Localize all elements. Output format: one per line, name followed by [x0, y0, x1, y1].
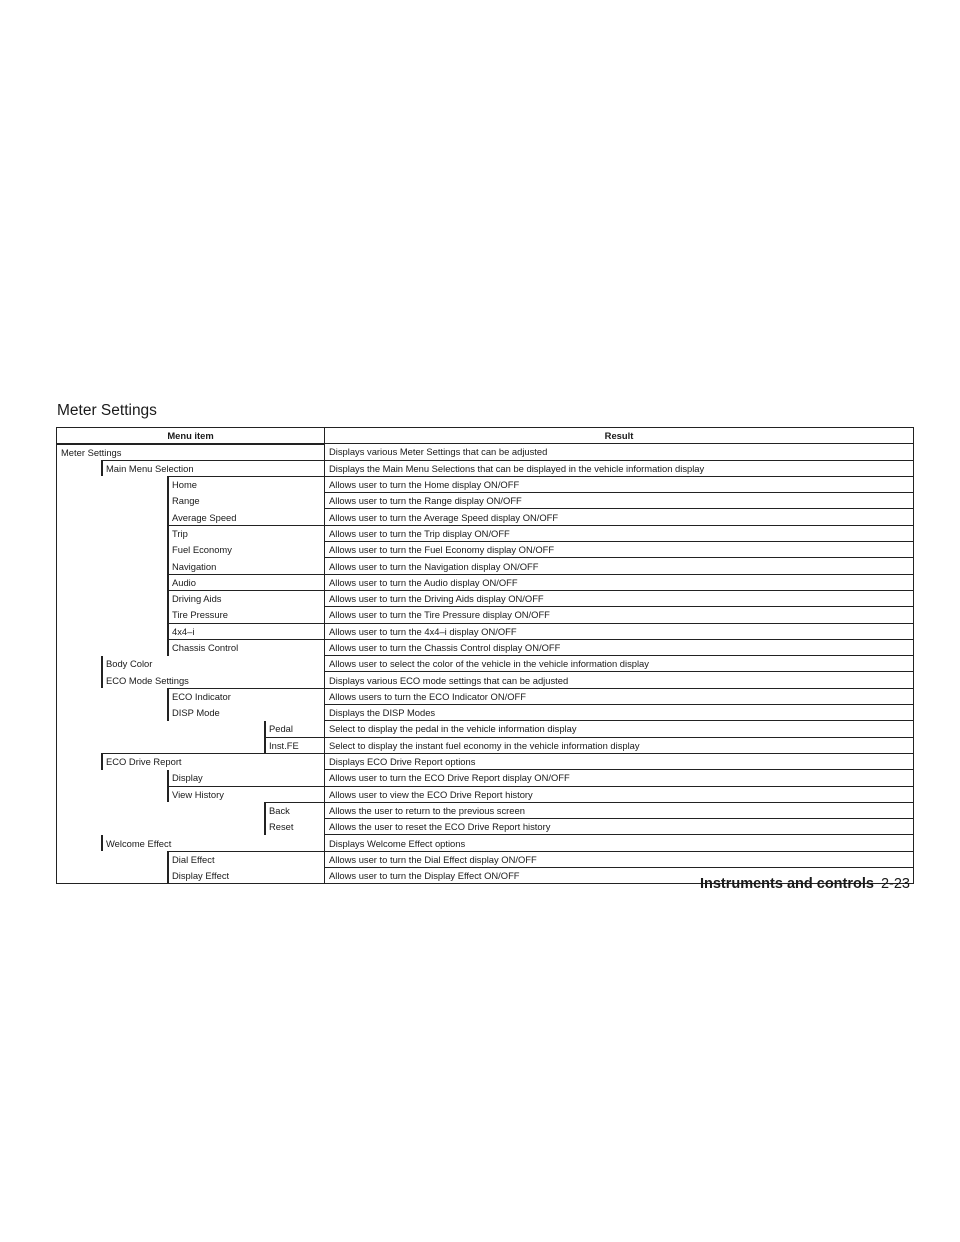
result-cell: Allows user to turn the Average Speed display ON/OFF — [325, 509, 914, 525]
indent-rule — [101, 672, 103, 688]
table-row — [57, 444, 914, 460]
indent-rule — [167, 574, 169, 590]
menu-item-cell — [57, 802, 325, 818]
menu-item-label: Tire Pressure — [172, 609, 228, 621]
row-rule — [265, 819, 324, 820]
table-row — [57, 509, 914, 525]
table-row — [57, 623, 914, 639]
menu-item-cell — [57, 460, 325, 476]
menu-item-label: Display Effect — [172, 870, 230, 882]
section-title: Meter Settings — [57, 402, 157, 419]
result-cell: Allows user to select the color of the vehicle in the vehicle information display — [325, 656, 914, 672]
result-cell: Allows users to turn the ECO Indicator ON/OFF — [325, 688, 914, 704]
indent-rule — [167, 639, 169, 655]
header-result: Result — [325, 428, 914, 444]
table-row — [57, 590, 914, 606]
menu-item-label: View History — [172, 788, 224, 800]
menu-item-label: Driving Aids — [172, 593, 222, 605]
menu-item-label: Display — [172, 772, 203, 784]
menu-item-cell — [57, 444, 325, 460]
row-rule — [168, 623, 324, 624]
row-rule — [168, 851, 324, 852]
indent-rule — [167, 525, 169, 541]
table-row — [57, 460, 914, 476]
menu-item-cell — [57, 493, 325, 509]
result-cell: Allows user to turn the Driving Aids display ON/OFF — [325, 590, 914, 606]
menu-item-cell — [57, 753, 325, 769]
row-rule — [57, 444, 324, 445]
result-cell: Allows user to turn the Navigation display ON/OFF — [325, 558, 914, 574]
menu-item-label: Average Speed — [172, 511, 237, 523]
table-row — [57, 786, 914, 802]
result-cell: Displays the Main Menu Selections that can be displayed in the vehicle information display — [325, 460, 914, 476]
result-cell: Allows user to turn the Tire Pressure display ON/OFF — [325, 607, 914, 623]
menu-item-label: Inst.FE — [269, 739, 299, 751]
menu-item-label: Back — [269, 804, 290, 816]
result-cell: Displays various ECO mode settings that can be adjusted — [325, 672, 914, 688]
row-rule — [265, 737, 324, 738]
header-menu-item: Menu item — [57, 428, 325, 444]
result-cell: Allows user to turn the ECO Drive Report display ON/OFF — [325, 770, 914, 786]
row-rule — [265, 802, 324, 803]
table-row — [57, 705, 914, 721]
indent-rule — [167, 476, 169, 492]
menu-item-label: Home — [172, 479, 198, 491]
menu-item-cell — [57, 868, 325, 884]
meter-settings-table — [56, 427, 914, 884]
indent-rule — [167, 558, 169, 574]
table-row — [57, 607, 914, 623]
menu-item-label: Trip — [172, 527, 188, 539]
table-row — [57, 542, 914, 558]
indent-rule — [167, 705, 169, 721]
menu-item-cell — [57, 688, 325, 704]
menu-item-label: Navigation — [172, 560, 217, 572]
menu-item-cell — [57, 558, 325, 574]
result-cell: Allows user to turn the 4x4–i display ON/OFF — [325, 623, 914, 639]
table-row — [57, 802, 914, 818]
menu-item-cell — [57, 590, 325, 606]
indent-rule — [167, 509, 169, 525]
table-row — [57, 656, 914, 672]
menu-item-cell — [57, 607, 325, 623]
page-footer — [700, 876, 910, 892]
menu-item-label: Main Menu Selection — [106, 462, 194, 474]
menu-item-label: Audio — [172, 576, 196, 588]
indent-rule — [101, 753, 103, 769]
result-cell: Allows user to view the ECO Drive Report history — [325, 786, 914, 802]
menu-item-label: ECO Indicator — [172, 690, 231, 702]
menu-item-cell — [57, 737, 325, 753]
menu-item-cell — [57, 705, 325, 721]
result-cell: Allows user to turn the Dial Effect display ON/OFF — [325, 851, 914, 867]
result-cell: Displays various Meter Settings that can be adjusted — [325, 444, 914, 460]
menu-item-label: DISP Mode — [172, 707, 220, 719]
row-rule — [102, 656, 324, 657]
menu-item-cell — [57, 835, 325, 851]
row-rule — [168, 525, 324, 526]
menu-item-label: 4x4–i — [172, 625, 195, 637]
row-rule — [102, 460, 324, 461]
row-rule — [102, 672, 324, 673]
row-rule — [168, 509, 324, 510]
table-row — [57, 721, 914, 737]
table-row — [57, 525, 914, 541]
row-rule — [168, 770, 324, 771]
row-rule — [168, 558, 324, 559]
menu-item-cell — [57, 542, 325, 558]
row-rule — [168, 607, 324, 608]
row-rule — [168, 705, 324, 706]
menu-item-cell — [57, 476, 325, 492]
menu-item-cell — [57, 770, 325, 786]
menu-item-label: Meter Settings — [61, 446, 122, 458]
row-rule — [168, 590, 324, 591]
menu-item-cell — [57, 786, 325, 802]
indent-rule — [101, 460, 103, 476]
indent-rule — [101, 835, 103, 851]
result-cell: Allows user to turn the Chassis Control display ON/OFF — [325, 639, 914, 655]
table-row — [57, 688, 914, 704]
indent-rule — [264, 802, 266, 818]
menu-item-cell — [57, 509, 325, 525]
row-rule — [168, 688, 324, 689]
menu-item-cell — [57, 851, 325, 867]
table-row — [57, 493, 914, 509]
row-rule — [168, 542, 324, 543]
menu-item-label: Dial Effect — [172, 853, 215, 865]
menu-item-label: Fuel Economy — [172, 544, 232, 556]
menu-item-cell — [57, 672, 325, 688]
result-cell: Displays ECO Drive Report options — [325, 753, 914, 769]
menu-item-cell — [57, 525, 325, 541]
result-cell: Allows the user to return to the previous screen — [325, 802, 914, 818]
row-rule — [168, 868, 324, 869]
indent-rule — [167, 770, 169, 786]
indent-rule — [167, 623, 169, 639]
menu-item-cell — [57, 656, 325, 672]
row-rule — [168, 574, 324, 575]
table-row — [57, 851, 914, 867]
table-row — [57, 558, 914, 574]
menu-item-cell — [57, 623, 325, 639]
table-row — [57, 639, 914, 655]
indent-rule — [101, 656, 103, 672]
indent-rule — [167, 542, 169, 558]
result-cell: Allows user to turn the Audio display ON/OFF — [325, 574, 914, 590]
result-cell: Allows user to turn the Range display ON/OFF — [325, 493, 914, 509]
row-rule — [168, 476, 324, 477]
table-row — [57, 476, 914, 492]
indent-rule — [167, 607, 169, 623]
menu-item-label: Range — [172, 495, 200, 507]
row-rule — [168, 786, 324, 787]
result-cell: Allows user to turn the Display Effect ON/OFF — [325, 868, 914, 884]
menu-item-cell — [57, 819, 325, 835]
row-rule — [102, 753, 324, 754]
table-body — [57, 444, 914, 884]
table-row — [57, 835, 914, 851]
page-number: 2-23 — [880, 876, 910, 892]
result-cell: Allows the user to reset the ECO Drive Report history — [325, 819, 914, 835]
result-cell: Select to display the instant fuel economy in the vehicle information display — [325, 737, 914, 753]
indent-rule — [167, 590, 169, 606]
indent-rule — [167, 868, 169, 884]
row-rule — [168, 639, 324, 640]
result-cell: Select to display the pedal in the vehicle information display — [325, 721, 914, 737]
menu-item-label: Pedal — [269, 723, 293, 735]
row-rule — [265, 721, 324, 722]
indent-rule — [264, 737, 266, 753]
row-rule — [102, 835, 324, 836]
table-row — [57, 819, 914, 835]
menu-item-label: Reset — [269, 821, 294, 833]
indent-rule — [167, 493, 169, 509]
table-row — [57, 574, 914, 590]
menu-item-label: Body Color — [106, 658, 153, 670]
menu-item-label: Welcome Effect — [106, 837, 172, 849]
menu-item-label: ECO Mode Settings — [106, 674, 189, 686]
indent-rule — [167, 786, 169, 802]
row-rule — [168, 493, 324, 494]
menu-item-cell — [57, 574, 325, 590]
footer-section-title: Instruments and controls — [699, 876, 874, 892]
result-cell: Allows user to turn the Fuel Economy display ON/OFF — [325, 542, 914, 558]
indent-rule — [167, 688, 169, 704]
table-row — [57, 753, 914, 769]
menu-item-cell — [57, 721, 325, 737]
indent-rule — [264, 819, 266, 835]
table-header-row — [57, 428, 914, 444]
menu-item-label: Chassis Control — [172, 642, 239, 653]
row-rule-bottom — [57, 883, 324, 884]
table-row — [57, 770, 914, 786]
menu-item-label: ECO Drive Report — [106, 756, 182, 768]
result-cell: Displays the DISP Modes — [325, 705, 914, 721]
table-row — [57, 672, 914, 688]
menu-item-cell — [57, 639, 325, 655]
result-cell: Allows user to turn the Trip display ON/OFF — [325, 525, 914, 541]
indent-rule — [264, 721, 266, 737]
indent-rule — [167, 851, 169, 867]
table-row — [57, 737, 914, 753]
result-cell: Displays Welcome Effect options — [325, 835, 914, 851]
result-cell: Allows user to turn the Home display ON/OFF — [325, 476, 914, 492]
